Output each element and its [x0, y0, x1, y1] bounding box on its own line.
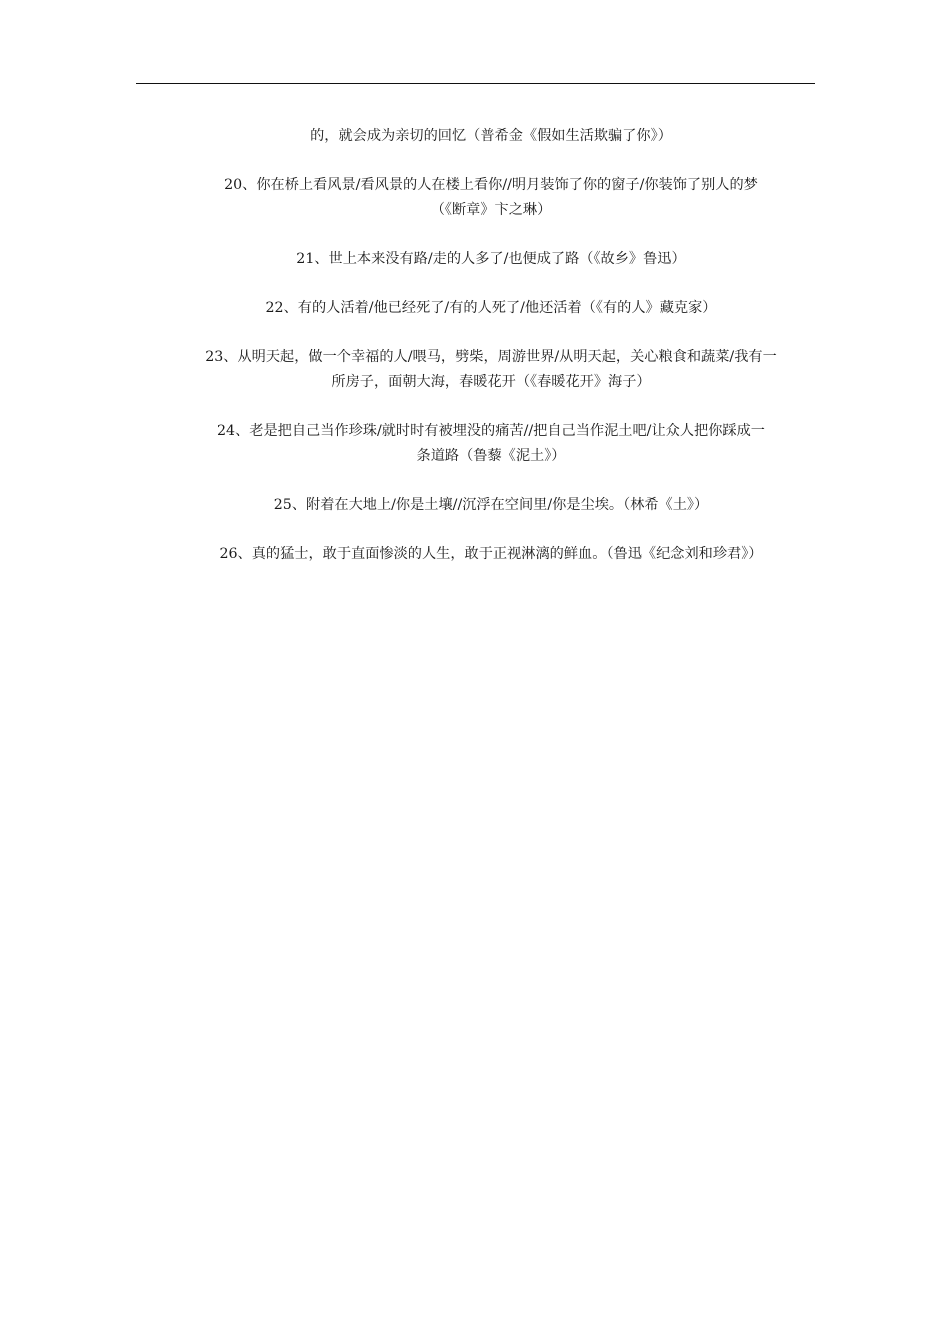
- paragraph-line: 所房子，面朝大海，春暖花开（《春暖花开》海子）: [331, 374, 651, 390]
- paragraph-line: 26、真的猛士，敢于直面惨淡的人生，敢于正视淋漓的鲜血。（鲁迅《纪念刘和珍君》）: [219, 546, 763, 562]
- header-divider: [136, 83, 815, 84]
- paragraph-line: 21、世上本来没有路/走的人多了/也便成了路（《故乡》鲁迅）: [296, 251, 686, 267]
- document-body: [160, 124, 822, 591]
- paragraph-line: 24、老是把自己当作珍珠/就时时有被埋没的痛苦//把自己当作泥土吧/让众人把你踩成一: [217, 423, 765, 439]
- paragraph-item-22: [160, 296, 822, 321]
- paragraph-line: 25、附着在大地上/你是土壤//沉浮在空间里/你是尘埃。（林希《土》）: [273, 497, 709, 513]
- paragraph-item-20: [160, 173, 822, 223]
- paragraph-line: 20、你在桥上看风景/看风景的人在楼上看你//明月装饰了你的窗子/你装饰了别人的梦: [224, 177, 758, 193]
- paragraph-line: 条道路（鲁藜《泥土》）: [416, 448, 566, 464]
- paragraph-item-24: [160, 419, 822, 469]
- paragraph-item-21: [160, 247, 822, 272]
- paragraph-continuation: [160, 124, 822, 149]
- paragraph-line: （《断章》卞之琳）: [430, 202, 552, 218]
- paragraph-item-25: [160, 493, 822, 518]
- paragraph-line: 22、有的人活着/他已经死了/有的人死了/他还活着（《有的人》藏克家）: [265, 300, 717, 316]
- paragraph-item-23: [160, 345, 822, 395]
- paragraph-line: 的，就会成为亲切的回忆（普希金《假如生活欺骗了你》）: [310, 128, 672, 144]
- paragraph-line: 23、从明天起，做一个幸福的人/喂马，劈柴，周游世界/从明天起，关心粮食和蔬菜/我有一: [205, 349, 777, 365]
- paragraph-item-26: [160, 542, 822, 567]
